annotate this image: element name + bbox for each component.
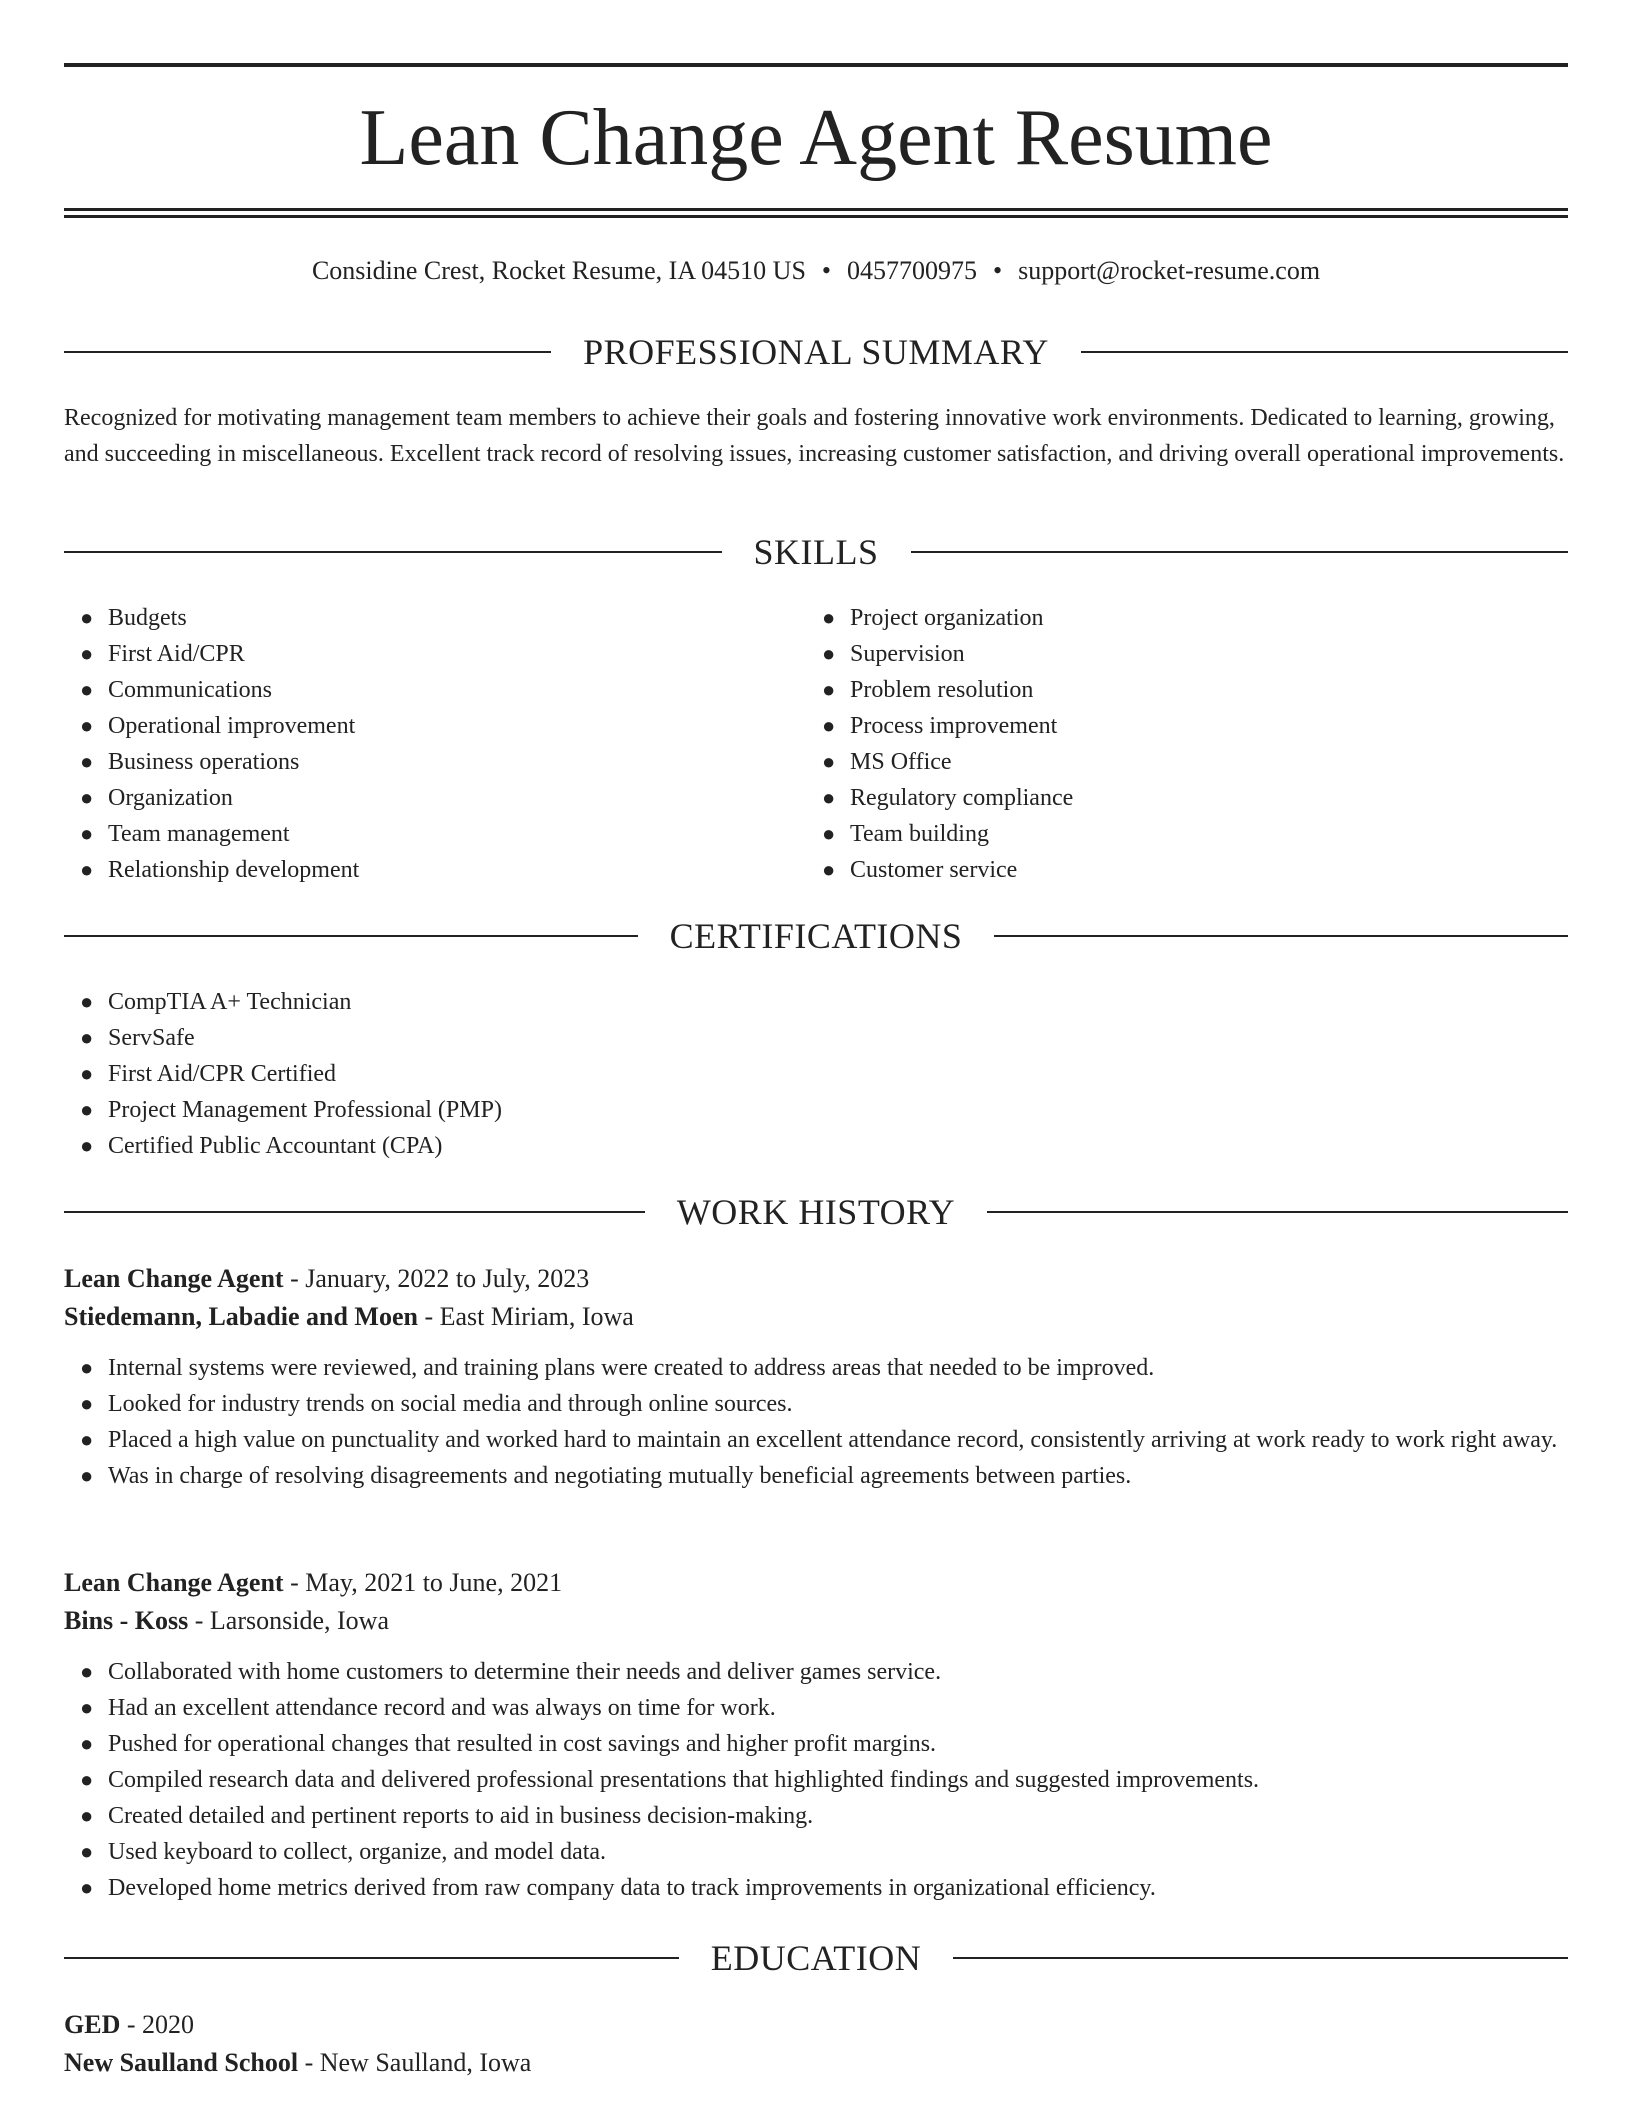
section-title: SKILLS (753, 532, 879, 572)
job-title-line (64, 1260, 1568, 1298)
list-item: ● CompTIA A+ Technician (64, 984, 1064, 1020)
list-item: ● Internal systems were reviewed, and training plans were created to address areas that needed to be improved. (64, 1350, 1568, 1386)
bullet-icon: ● (80, 1875, 94, 1900)
bullet-icon: ● (822, 605, 836, 630)
list-item: ● Budgets (64, 600, 804, 636)
education-entry (64, 2006, 1568, 2082)
list-item: ● First Aid/CPR (64, 636, 804, 672)
skills-column-right (806, 600, 1546, 888)
skills-list-left (64, 600, 804, 888)
bullet-icon: ● (80, 749, 94, 774)
heading-rule (64, 1211, 645, 1213)
bullet-icon: ● (80, 1695, 94, 1720)
job-location: - Larsonside, Iowa (188, 1606, 389, 1635)
list-item: ● Was in charge of resolving disagreements and negotiating mutually beneficial agreements between parties. (64, 1458, 1568, 1494)
bullet-icon: ● (80, 1133, 94, 1158)
job-company-line (64, 1298, 1568, 1336)
contact-separator: • (821, 256, 832, 285)
list-item: ● Problem resolution (806, 672, 1546, 708)
list-item: ● Process improvement (806, 708, 1546, 744)
list-item: ● First Aid/CPR Certified (64, 1056, 1064, 1092)
section-heading-certifications (64, 914, 1568, 958)
section-heading-education (64, 1936, 1568, 1980)
top-rule (64, 63, 1568, 67)
education-year: - 2020 (120, 2010, 195, 2039)
education-degree: GED (64, 2010, 121, 2039)
list-item: ● Certified Public Accountant (CPA) (64, 1128, 1064, 1164)
job-entry (64, 1564, 1568, 1906)
bullet-icon: ● (80, 1463, 94, 1488)
bullet-icon: ● (80, 857, 94, 882)
skills-list-right (806, 600, 1546, 888)
list-item: ● Operational improvement (64, 708, 804, 744)
bullet-icon: ● (80, 713, 94, 738)
education-school: New Saulland School (64, 2048, 299, 2077)
list-item: ● Project Management Professional (PMP) (64, 1092, 1064, 1128)
list-item: ● Project organization (806, 600, 1546, 636)
heading-rule (64, 551, 722, 553)
section-title: PROFESSIONAL SUMMARY (583, 332, 1049, 372)
list-item: ● Customer service (806, 852, 1546, 888)
list-item: ● Created detailed and pertinent reports to aid in business decision-making. (64, 1798, 1568, 1834)
job-duties-list (64, 1350, 1568, 1494)
heading-rule (994, 935, 1568, 937)
certifications-list (64, 984, 1064, 1164)
heading-rule (64, 351, 551, 353)
bullet-icon: ● (822, 857, 836, 882)
section-heading-skills (64, 530, 1568, 574)
contact-phone: 0457700975 (847, 256, 978, 285)
job-title: Lean Change Agent (64, 1264, 284, 1293)
contact-address: Considine Crest, Rocket Resume, IA 04510 US (311, 256, 806, 285)
bullet-icon: ● (80, 605, 94, 630)
list-item: ● Developed home metrics derived from raw company data to track improvements in organizational efficiency. (64, 1870, 1568, 1906)
list-item: ● Regulatory compliance (806, 780, 1546, 816)
job-company-line (64, 1602, 1568, 1640)
bullet-icon: ● (80, 1731, 94, 1756)
list-item: ● Team management (64, 816, 804, 852)
list-item: ● ServSafe (64, 1020, 1064, 1056)
contact-line (64, 254, 1568, 288)
contact-email: support@rocket-resume.com (1018, 256, 1321, 285)
list-item: ● Business operations (64, 744, 804, 780)
list-item: ● Looked for industry trends on social media and through online sources. (64, 1386, 1568, 1422)
list-item: ● Used keyboard to collect, organize, and model data. (64, 1834, 1568, 1870)
bullet-icon: ● (80, 821, 94, 846)
job-duties-list (64, 1654, 1568, 1906)
job-dates: - January, 2022 to July, 2023 (283, 1264, 590, 1293)
section-heading-summary (64, 330, 1568, 374)
bullet-icon: ● (822, 677, 836, 702)
bullet-icon: ● (80, 1061, 94, 1086)
bullet-icon: ● (822, 749, 836, 774)
bullet-icon: ● (80, 677, 94, 702)
bullet-icon: ● (80, 785, 94, 810)
list-item: ● MS Office (806, 744, 1546, 780)
bullet-icon: ● (80, 989, 94, 1014)
section-heading-work-history (64, 1190, 1568, 1234)
bullet-icon: ● (80, 1355, 94, 1380)
job-dates: - May, 2021 to June, 2021 (283, 1568, 563, 1597)
bullet-icon: ● (80, 1025, 94, 1050)
list-item: ● Communications (64, 672, 804, 708)
job-location: - East Miriam, Iowa (417, 1302, 634, 1331)
bullet-icon: ● (80, 1659, 94, 1684)
list-item: ● Had an excellent attendance record and was always on time for work. (64, 1690, 1568, 1726)
section-title: CERTIFICATIONS (669, 916, 963, 956)
section-title: WORK HISTORY (676, 1192, 956, 1232)
job-company: Bins - Koss (64, 1606, 189, 1635)
certifications-block (64, 984, 1064, 1164)
list-item: ● Supervision (806, 636, 1546, 672)
bullet-icon: ● (80, 641, 94, 666)
education-school-line (64, 2044, 1568, 2082)
list-item: ● Pushed for operational changes that resulted in cost savings and higher profit margins. (64, 1726, 1568, 1762)
list-item: ● Team building (806, 816, 1546, 852)
title-double-rule (64, 208, 1568, 218)
job-company: Stiedemann, Labadie and Moen (64, 1302, 418, 1331)
contact-separator: • (993, 256, 1003, 285)
heading-rule (987, 1211, 1568, 1213)
bullet-icon: ● (80, 1427, 94, 1452)
bullet-icon: ● (80, 1097, 94, 1122)
bullet-icon: ● (80, 1391, 94, 1416)
heading-rule (64, 935, 638, 937)
section-title: EDUCATION (710, 1938, 922, 1978)
education-degree-line (64, 2006, 1568, 2044)
skills-column-left (64, 600, 804, 888)
bullet-icon: ● (80, 1767, 94, 1792)
heading-rule (953, 1957, 1568, 1959)
page-title: Lean Change Agent Resume (359, 94, 1273, 182)
bullet-icon: ● (80, 1803, 94, 1828)
list-item: ● Compiled research data and delivered professional presentations that highlighted findings and suggested improvements. (64, 1762, 1568, 1798)
bullet-icon: ● (822, 713, 836, 738)
education-location: - New Saulland, Iowa (298, 2048, 532, 2077)
list-item: ● Relationship development (64, 852, 804, 888)
bullet-icon: ● (822, 641, 836, 666)
heading-rule (1081, 351, 1568, 353)
job-entry (64, 1260, 1568, 1494)
job-title-line (64, 1564, 1568, 1602)
bullet-icon: ● (822, 821, 836, 846)
bullet-icon: ● (822, 785, 836, 810)
list-item: ● Collaborated with home customers to determine their needs and deliver games service. (64, 1654, 1568, 1690)
heading-rule (911, 551, 1569, 553)
list-item: ● Organization (64, 780, 804, 816)
bullet-icon: ● (80, 1839, 94, 1864)
summary-text: Recognized for motivating management team members to achieve their goals and fostering innovative work environments. Dedicated to learning, growing, and succeeding in miscellaneous. Excellent track record of resolving issues, increasing customer satisfaction, and driving overall operational improvements. (64, 405, 1565, 467)
list-item: ● Placed a high value on punctuality and worked hard to maintain an excellent attendance record, consistently arriving at work ready to work right away. (64, 1422, 1568, 1458)
job-title: Lean Change Agent (64, 1568, 284, 1597)
heading-rule (64, 1957, 679, 1959)
